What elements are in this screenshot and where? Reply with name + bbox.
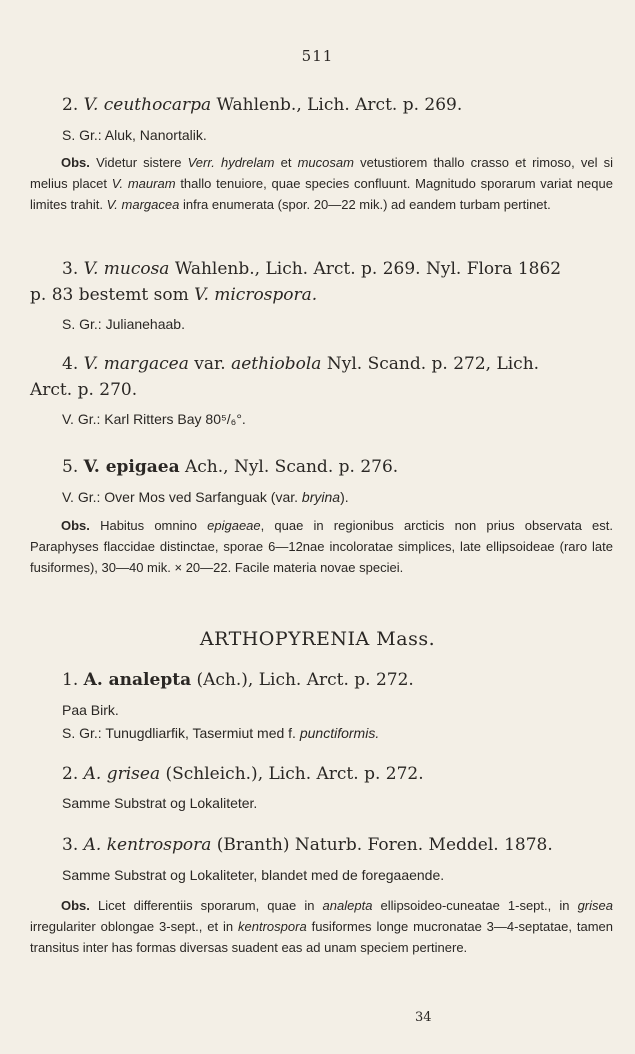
entry-2-obs: Obs. Videtur sistere Verr. hydrelam et mucosam vetustiorem thallo crasso et rimoso, vel si melius placet V. mauram thallo tenuiore, quae species confluunt. Magnitudo sporarum variat neque limites trahit. V. margacea infra enumerata (spor. 20—22 mik.) ad eandem turbam pertinet. [30,155,613,212]
arth-3-obs: Obs. Licet differentiis sporarum, quae in analepta ellipsoideo-cuneatae 1-sept., in grisea irregulariter oblongae 3-sept., et in kentrospora fusiformes longe mucronatae 3—4-septatae, tamen transitus inter has formas diversas suadent eas ad unam speciem pertinere. [30,898,613,955]
arth-3-locality: Samme Substrat og Lokaliteter, blandet med de foregaaende. [62,867,445,883]
arth-3-heading: 3. A. kentrospora (Branth) Naturb. Foren. Meddel. 1878. [62,835,553,855]
entry-4-heading: 4. V. margacea var. aethiobola Nyl. Scand. p. 272, Lich. [62,354,540,374]
entry-3-locality: S. Gr.: Julianehaab. [62,316,185,332]
entry-3-heading-cont: p. 83 bestemt som V. microspora. [30,285,318,305]
page-number: 511 [301,47,334,65]
arth-2-locality: Samme Substrat og Lokaliteter. [62,795,258,811]
entry-5-heading: 5. V. epigaea Ach., Nyl. Scand. p. 276. [62,457,399,477]
entry-4-heading-cont: Arct. p. 270. [30,380,138,400]
entry-3-heading: 3. V. mucosa Wahlenb., Lich. Arct. p. 269. Nyl. Flora 1862 [62,259,562,279]
entry-5-obs: Obs. Habitus omnino epigaeae, quae in regionibus arcticis non prius observata est. Paraphyses flaccidae distinctae, sporae 6—12nae incoloratae simplices, late ellipsoideae (raro late fusiformes), 30—40 mik. × 20—22. Facile materia novae speciei. [30,518,613,575]
arth-1-locality: S. Gr.: Tunugdliarfik, Tasermiut med f. punctiformis. [62,725,380,741]
signature-mark: 34 [415,1010,432,1025]
entry-2-locality: S. Gr.: Aluk, Nanortalik. [62,127,207,143]
entry-5-locality: V. Gr.: Over Mos ved Sarfanguak (var. bryina). [62,489,349,505]
species-name: V. ceuthocarpa [83,95,212,115]
arth-1-substrate: Paa Birk. [62,702,119,718]
entry-4-locality: V. Gr.: Karl Ritters Bay 80⁵/₆°. [62,411,246,427]
entry-2-heading: 2. V. ceuthocarpa Wahlenb., Lich. Arct. p. 269. [62,95,463,115]
arth-2-heading: 2. A. grisea (Schleich.), Lich. Arct. p. 272. [62,764,424,784]
section-title: ARTHOPYRENIA Mass. [199,628,436,650]
arth-1-heading: 1. A. analepta (Ach.), Lich. Arct. p. 272. [62,670,414,690]
